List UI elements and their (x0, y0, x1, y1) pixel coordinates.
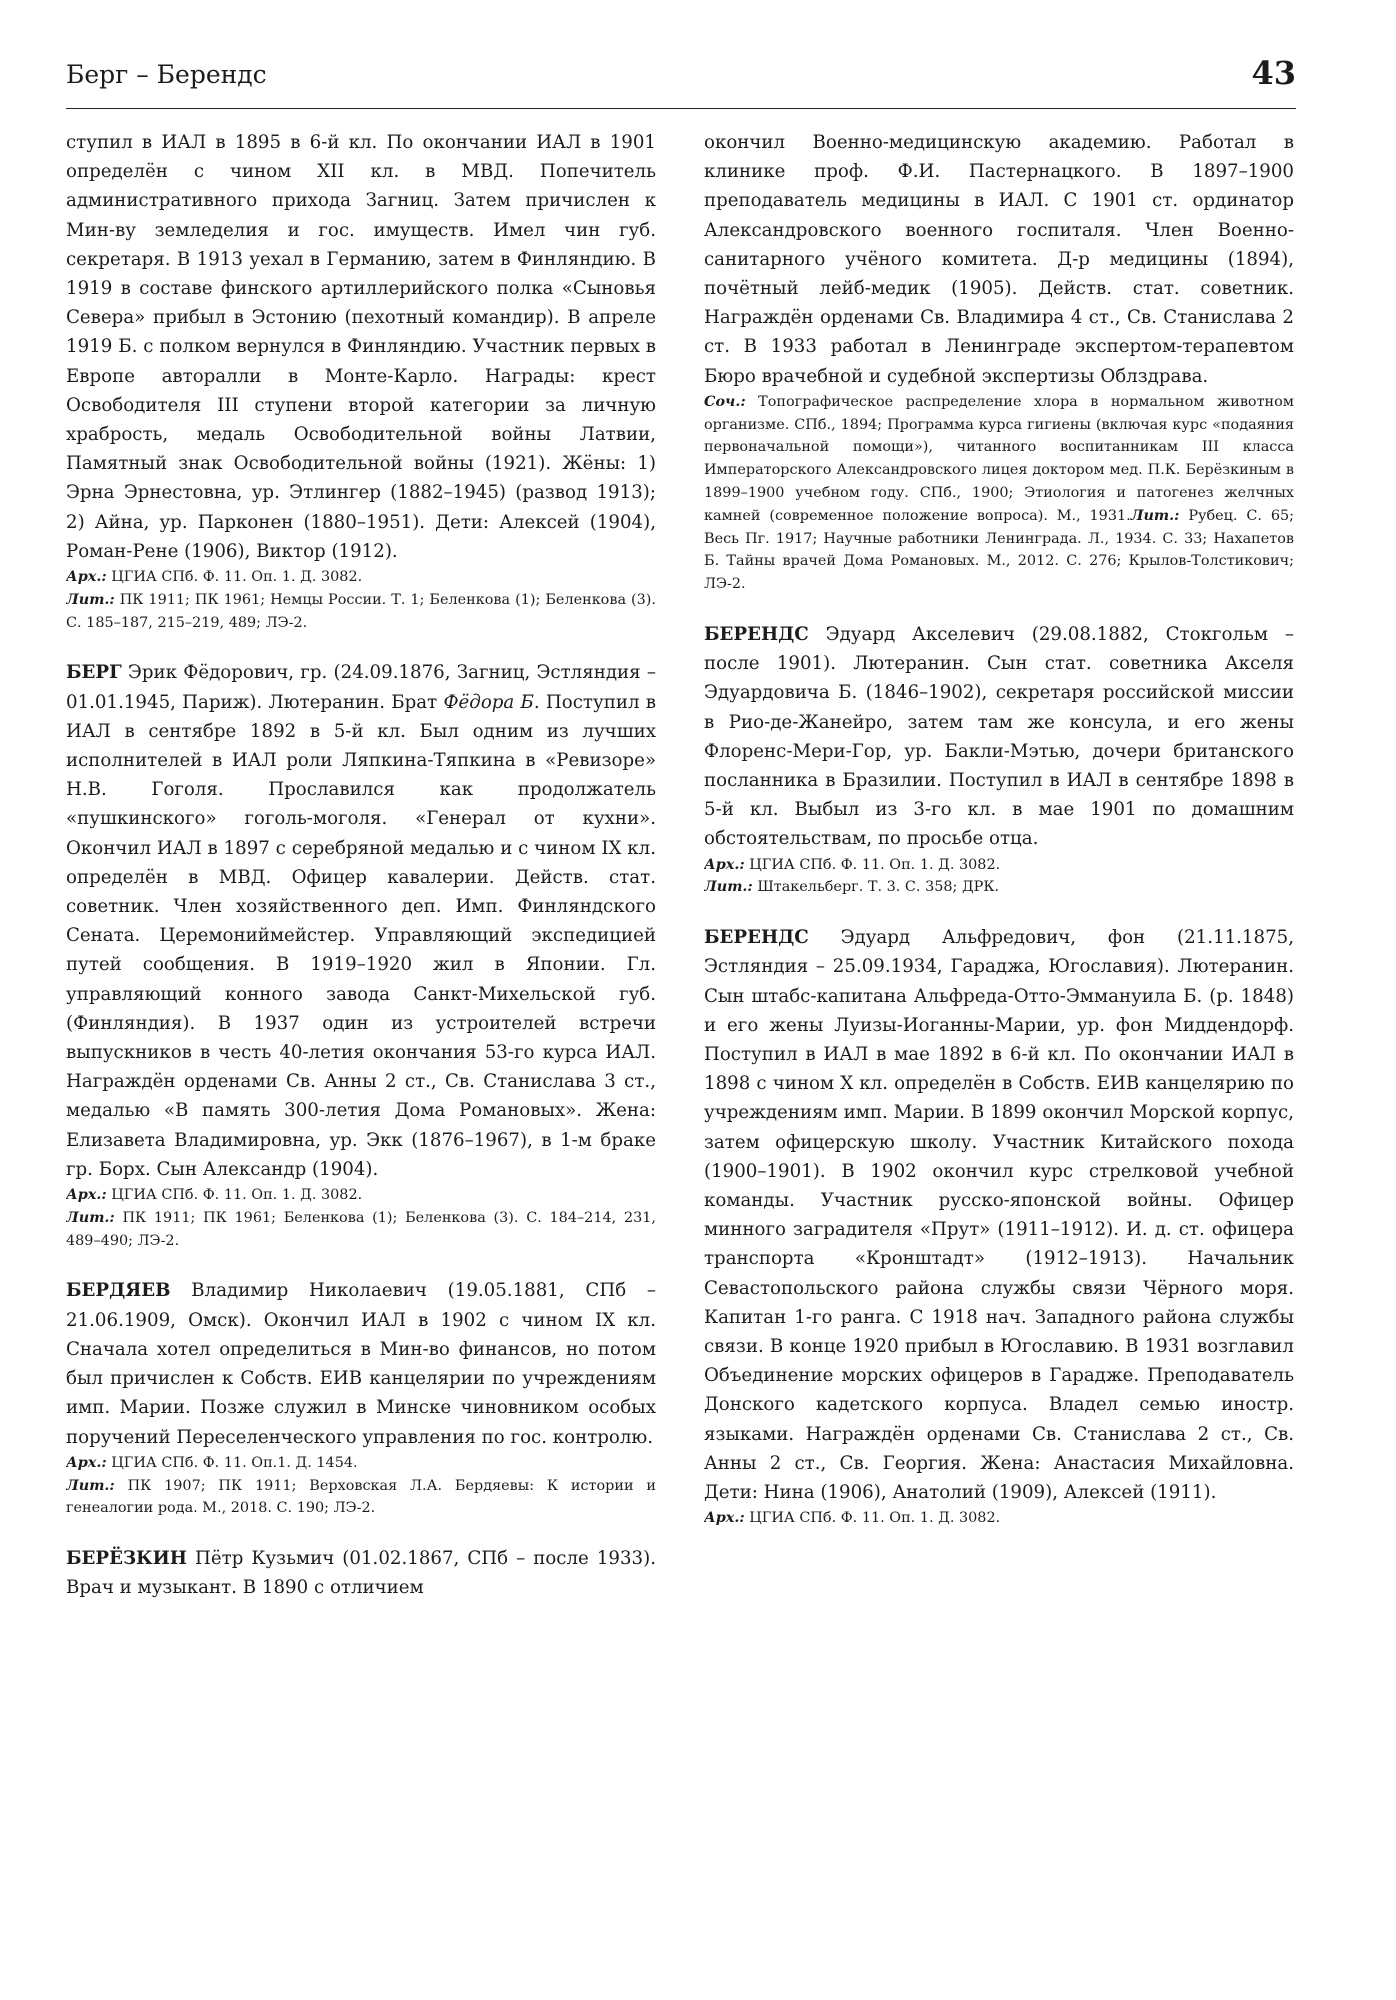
page-number: 43 (1251, 54, 1296, 92)
entry-text: окончил Военно-медицинскую академию. Работал в клинике проф. Ф.И. Пастернацкого. В 1897–1900 преподаватель медицины в ИАЛ. С 1901 ст. ординатор Александровского военного госпиталя. Член Военно-санитарного учёного комитета. Д-р медицины (1894), почётный лейб-медик (1905). Действ. стат. советник. Награждён орденами Св. Владимира 4 ст., Св. Станислава 2 ст. В 1933 работал в Ленинграде экспертом-терапевтом Бюро врачебной и судебной экспертизы Облздрава. (704, 132, 1294, 387)
cross-reference: Фёдора Б. (443, 691, 540, 713)
literature-ref: Лит.: Штакельберг. Т. 3. С. 358; ДРК. (704, 878, 1000, 896)
entry-text: БЕРЕНДС Эдуард Акселевич (29.08.1882, Стокгольм – после 1901). Лютеранин. Сын стат. советника Акселя Эдуардовича Б. (1846–1902), секретаря российской миссии в Рио-де-Жанейро, затем там же консула, и его жены Флоренс-Мери-Гор, ур. Бакли-Мэтью, дочери британского посланника в Бразилии. Поступил в ИАЛ в сентябре 1898 в 5-й кл. Выбыл из 3-го кл. в мае 1901 по домашним обстоятельствам, по просьбе отца. (704, 624, 1294, 850)
archive-ref: Арх.: ЦГИА СПб. Ф. 11. Оп. 1. Д. 3082. (704, 1509, 1001, 1527)
entry-text: БЕРЁЗКИН Пётр Кузьмич (01.02.1867, СПб – после 1933). Врач и музыкант. В 1890 с отличием (66, 1548, 656, 1599)
header-rule (66, 108, 1296, 109)
left-column (66, 128, 656, 1958)
archive-ref: Арх.: ЦГИА СПб. Ф. 11. Оп.1. Д. 1454. (66, 1453, 358, 1471)
archive-ref: Арх.: ЦГИА СПб. Ф. 11. Оп. 1. Д. 3082. (704, 855, 1001, 873)
archive-ref: Арх.: ЦГИА СПб. Ф. 11. Оп. 1. Д. 3082. (66, 1186, 363, 1204)
entry-heading: БЕРЕНДС (704, 927, 809, 949)
entry-heading: БЕРГ (66, 662, 122, 684)
entry-text: БЕРДЯЕВ Владимир Николаевич (19.05.1881, СПб – 21.06.1909, Омск). Окончил ИАЛ в 1902 с чином IX кл. Сначала хотел определиться в Мин-во финансов, но потом был причислен к Собств. ЕИВ канцелярии по учреждениям имп. Марии. Позже служил в Минске чиновником особых поручений Переселенческого управления по гос. контролю. (66, 1280, 656, 1448)
literature-ref: Лит.: ПК 1911; ПК 1961; Беленкова (1); Беленкова (3). С. 184–214, 231, 489–490; ЛЭ-2. (66, 1208, 656, 1249)
archive-ref: Арх.: ЦГИА СПб. Ф. 11. Оп. 1. Д. 3082. (66, 568, 363, 586)
page-header (66, 54, 1296, 110)
entry-continued (66, 128, 656, 634)
works-ref: Соч.: Топографическое распределение хлора в нормальном животном организме. СПб., 1894; Программа курса гигиены (включая курс «подаяния первоначальной помощи»), читанного воспитанникам III класса Императорского Александровского лицея доктором мед. П.К. Берёзкиным в 1899–1900 учебном году. СПб., 1900; Этиология и патогенез желчных камней (современное положение вопроса). М., 1931.Лит.: Рубец. С. 65; Весь Пг. 1917; Научные работники Ленинграда. Л., 1934. С. 33; Нахапетов Б. Тайны врачей Дома Романовых. М., 2012. С. 276; Крылов-Толстикович; ЛЭ-2. (704, 392, 1294, 593)
entry-berdyaev (66, 1276, 656, 1520)
entry-heading: БЕРЁЗКИН (66, 1548, 187, 1570)
right-column (704, 128, 1294, 1958)
entry-berezkin-continued (704, 128, 1294, 596)
entry-text: БЕРЕНДС Эдуард Альфредович, фон (21.11.1875, Эстляндия – 25.09.1934, Гараджа, Югославия). Лютеранин. Сын штабс-капитана Альфреда-Отто-Эммануила Б. (р. 1848) и его жены Луизы-Иоганны-Марии, ур. фон Миддендорф. Поступил в ИАЛ в мае 1892 в 6-й кл. По окончании ИАЛ в 1898 с чином X кл. определён в Собств. ЕИВ канцелярию по учреждениям имп. Марии. В 1899 окончил Морской корпус, затем офицерскую школу. Участник Китайского похода (1900–1901). В 1902 окончил курс стрелковой учебной команды. Участник русско-японской войны. Офицер минного заградителя «Прут» (1911–1912). И. д. ст. офицера транспорта «Кронштадт» (1912–1913). Начальник Севастопольского района службы связи Чёрного моря. Капитан 1-го ранга. С 1918 нач. Западного района службы связи. В конце 1920 прибыл в Югославию. В 1931 возглавил Объединение морских офицеров в Гараджe. Преподаватель Донского кадетского корпуса. Владел семью иностр. языками. Награждён орденами Св. Станислава 2 ст., Св. Анны 2 ст., Св. Георгия. Жена: Анастасия Михайловна. Дети: Нина (1906), Анатолий (1909), Алексей (1911). (704, 927, 1294, 1504)
entry-heading: БЕРДЯЕВ (66, 1280, 171, 1302)
entry-text: ступил в ИАЛ в 1895 в 6-й кл. По окончании ИАЛ в 1901 определён с чином XII кл. в МВД. Попечитель административного прихода Загниц. Затем причислен к Мин-ву земледелия и гос. имуществ. Имел чин губ. секретаря. В 1913 уехал в Германию, затем в Финляндию. В 1919 в составе финского артиллерийского полка «Сыновья Севера» прибыл в Эстонию (пехотный командир). В апреле 1919 Б. с полком вернулся в Финляндию. Участник первых в Европе авторалли в Монте-Карло. Награды: крест Освободителя III ступени второй категории за личную храбрость, медаль Освободительной войны Латвии, Памятный знак Освободительной войны (1921). Жёны: 1) Эрна Эрнестовна, ур. Этлингер (1882–1945) (развод 1913); 2) Айна, ур. Парконен (1880–1951). Дети: Алексей (1904), Роман-Рене (1906), Виктор (1912). (66, 132, 656, 562)
literature-ref: Лит.: ПК 1911; ПК 1961; Немцы России. Т. 1; Беленкова (1); Беленкова (3). С. 185–187, 215–219, 489; ЛЭ-2. (66, 590, 656, 631)
running-head: Берг – Берендс (66, 60, 267, 89)
entry-berends-eduard-akselevich (704, 620, 1294, 899)
entry-berends-eduard-alfredovich (704, 923, 1294, 1530)
entry-heading: БЕРЕНДС (704, 624, 809, 645)
literature-ref: Лит.: ПК 1907; ПК 1911; Верховская Л.А. Бердяевы: К истории и генеалогии рода. М., 2018. С. 190; ЛЭ-2. (66, 1476, 656, 1517)
entry-text: БЕРГ Эрик Фёдорович, гр. (24.09.1876, Загниц, Эстляндия – 01.01.1945, Париж). Лютеранин. Брат Фёдора Б. Поступил в ИАЛ в сентябре 1892 в 5-й кл. Был одним из лучших исполнителей в ИАЛ роли Ляпкина-Тяпкина в «Ревизоре» Н.В. Гоголя. Прославился как продолжатель «пушкинского» гоголь-моголя. «Генерал от кухни». Окончил ИАЛ в 1897 с серебряной медалью и с чином IX кл. определён в МВД. Офицер кавалерии. Действ. стат. советник. Член хозяйственного деп. Имп. Финляндского Сената. Церемониймейстер. Управляющий экспедицией путей сообщения. В 1919–1920 жил в Японии. Гл. управляющий конного завода Санкт-Михельской губ. (Финляндия). В 1937 один из устроителей встречи выпускников в честь 40-летия окончания 53-го курса ИАЛ. Награждён орденами Св. Анны 2 ст., Св. Станислава 3 ст., медалью «В память 300-летия Дома Романовых». Жена: Елизавета Владимировна, ур. Экк (1876–1967), в 1-м браке гр. Борх. Сын Александр (1904). (66, 662, 656, 1180)
entry-berg-erik (66, 658, 656, 1252)
entry-berezkin (66, 1544, 656, 1602)
